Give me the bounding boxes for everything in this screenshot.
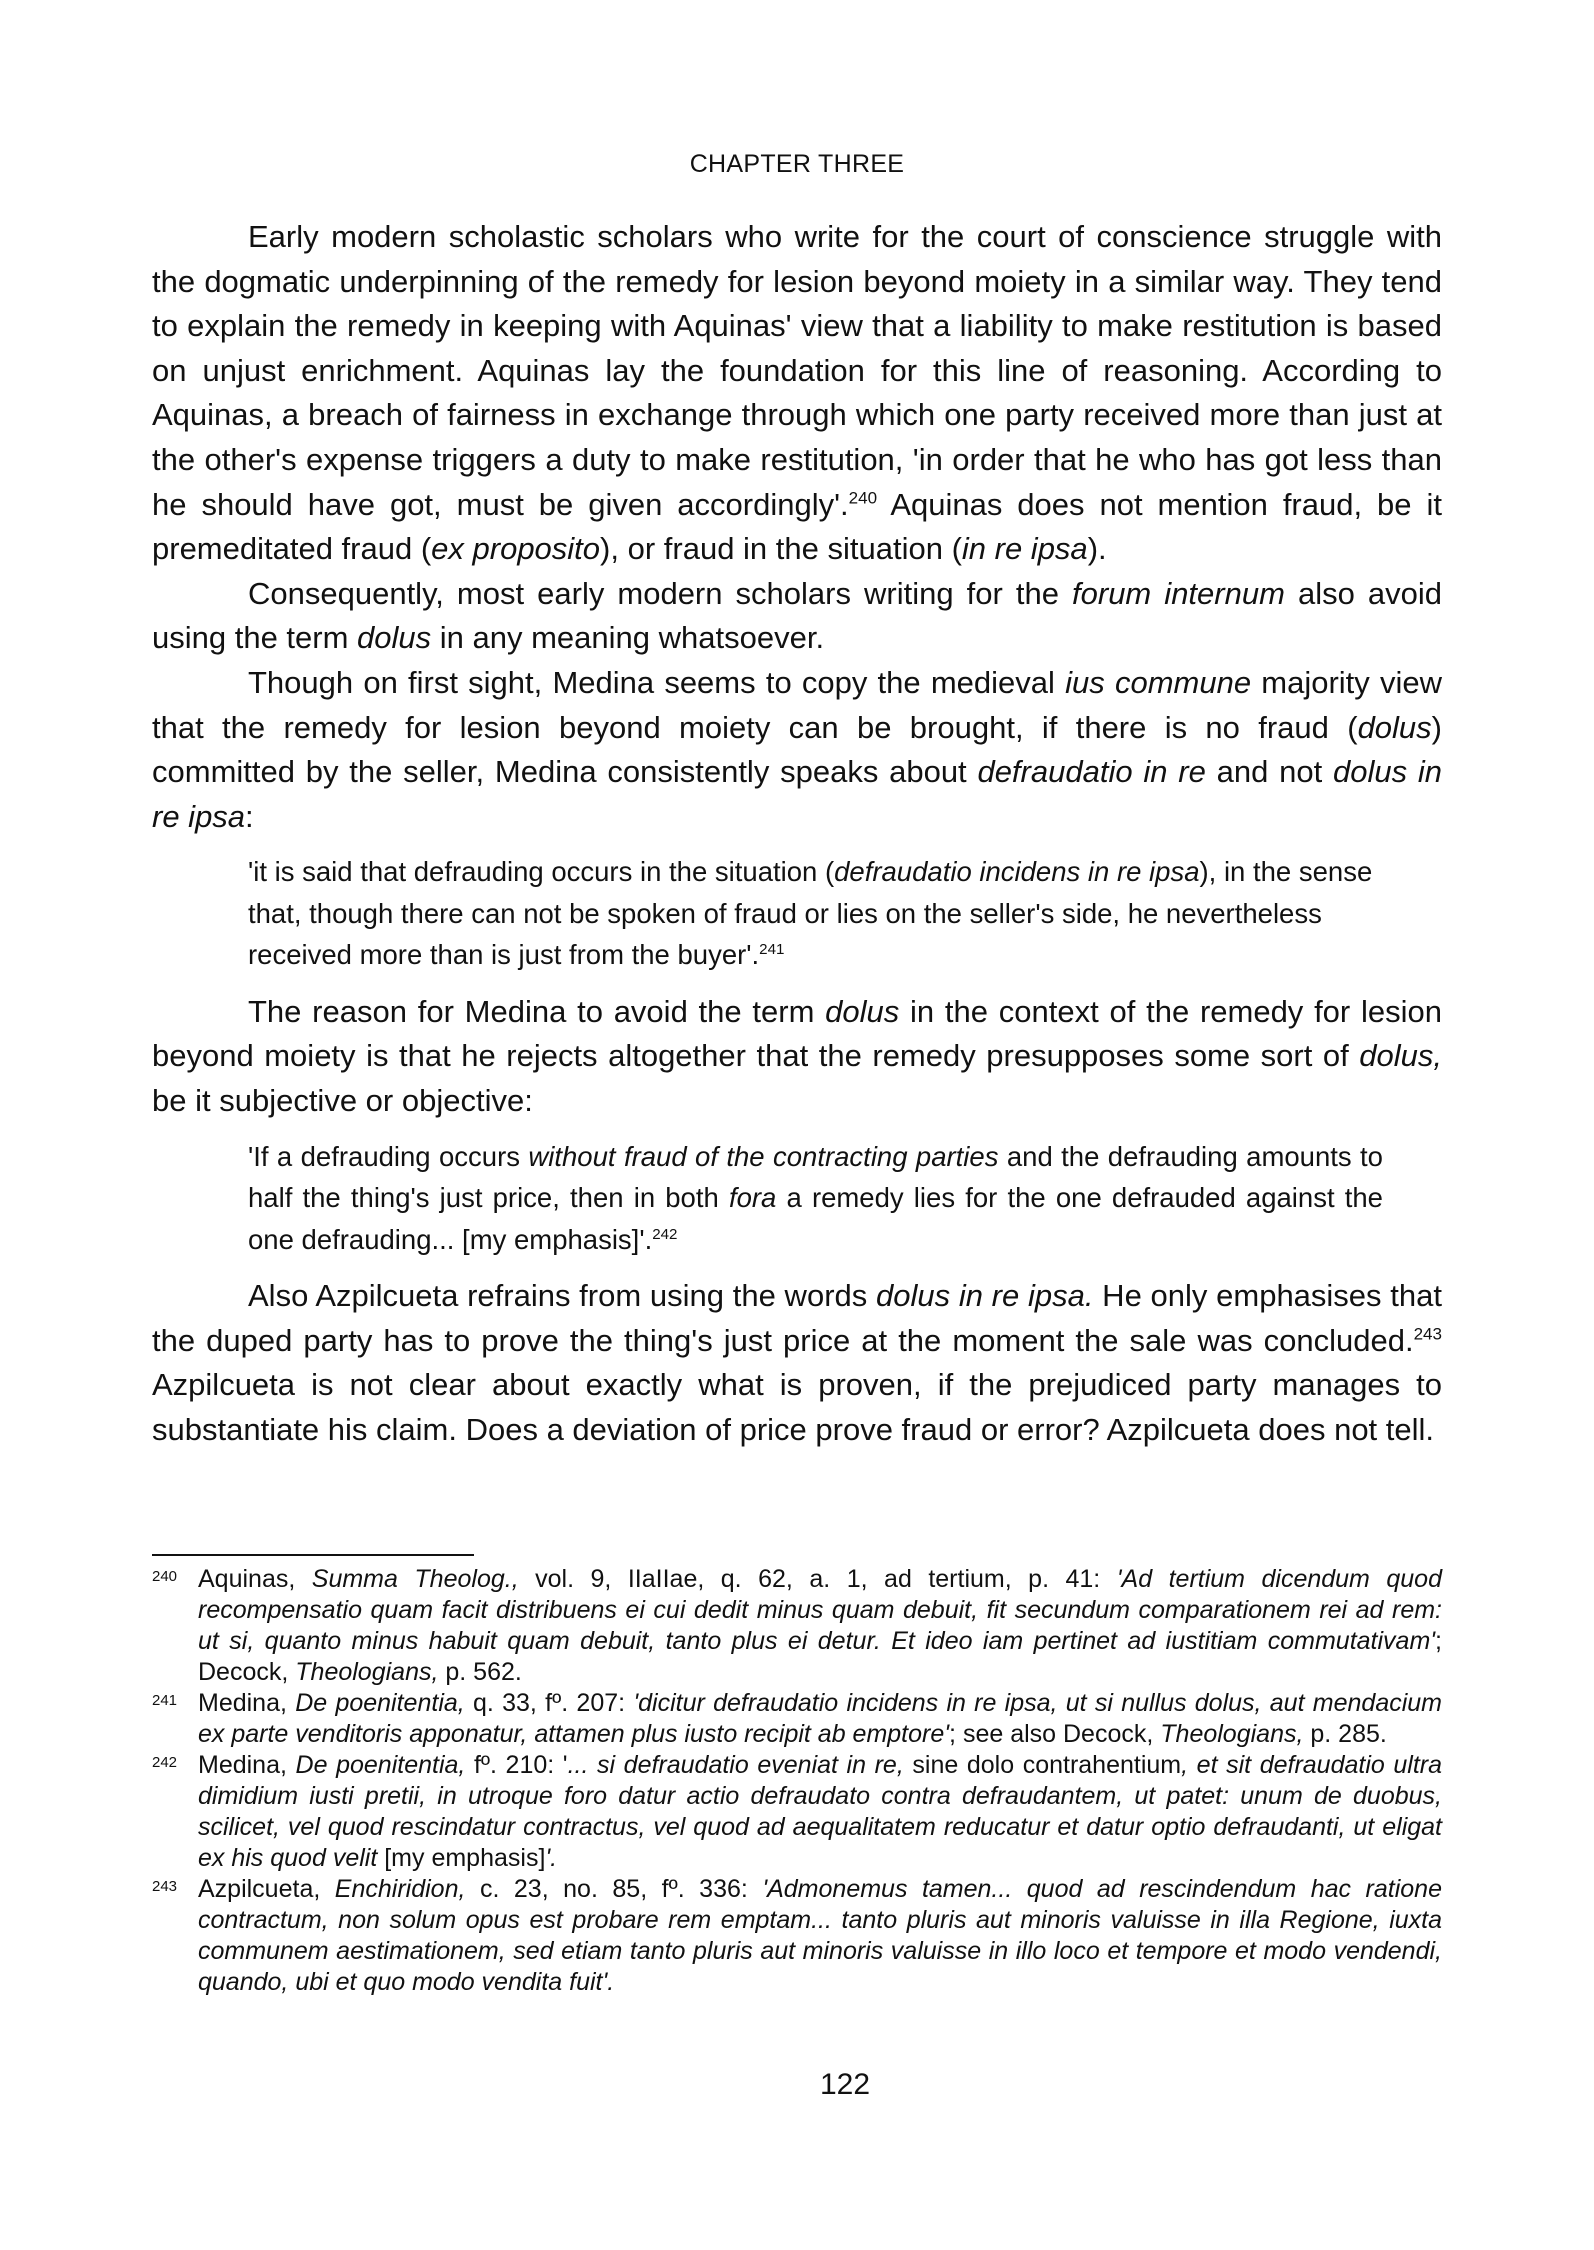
footnote-number: 240 bbox=[152, 1568, 178, 1585]
italic-text: De poenitentia, bbox=[295, 1751, 466, 1779]
text-run: ). bbox=[1087, 531, 1107, 567]
italic-text: Summa Theolog., bbox=[311, 1565, 519, 1593]
italic-text: Enchiridion, bbox=[334, 1875, 466, 1903]
paragraph bbox=[152, 1274, 1442, 1452]
text-run: and not bbox=[1205, 754, 1333, 790]
text-run: in the context of the remedy for lesion beyond moiety is that he rejects altogether that the remedy presupposes some sort of bbox=[152, 993, 1442, 1074]
text-run: c. 23, no. 85, fº. 336: bbox=[465, 1875, 763, 1903]
text-run: Medina, bbox=[198, 1689, 296, 1717]
text-run: [my emphasis] bbox=[377, 1844, 546, 1872]
text-run: in any meaning whatsoever. bbox=[431, 620, 825, 656]
footnote-number: 241 bbox=[152, 1692, 178, 1709]
text-run: Also Azpilcueta refrains from using the words bbox=[248, 1278, 876, 1314]
text-run: ), or fraud in the situation ( bbox=[600, 531, 962, 567]
italic-text: fora bbox=[728, 1182, 777, 1214]
italic-text: Theologians, bbox=[1160, 1720, 1304, 1748]
italic-text: defraudatio incidens in re ipsa bbox=[834, 856, 1200, 888]
footnote-separator bbox=[152, 1554, 474, 1556]
italic-text: dolus, bbox=[1359, 1038, 1442, 1074]
footnote-reference: 241 bbox=[759, 941, 785, 959]
text-run: ) committed by the seller, Medina consistently speaks about bbox=[152, 709, 1442, 790]
page-number: 122 bbox=[819, 2068, 871, 2101]
paragraph bbox=[152, 572, 1442, 661]
footnote-reference: 240 bbox=[848, 488, 878, 508]
text-run: Aquinas, bbox=[198, 1565, 312, 1593]
text-run: p. 285. bbox=[1303, 1720, 1387, 1748]
running-header: CHAPTER THREE bbox=[689, 150, 905, 178]
footnote-reference: 243 bbox=[1413, 1324, 1442, 1344]
footnote bbox=[152, 1564, 1442, 1688]
italic-text: 'Admonemus tamen... quod ad rescindendum hac ratione contractum, non solum opus est probare rem emptam... tanto pluris aut minoris valuisse in illa Regione, iuxta communem aestimationem, sed etiam tanto pluris aut minoris valuisse in illo loco et tempore et modo vendendi, quando, ubi et quo modo vendita fuit'. bbox=[198, 1875, 1442, 1996]
paragraph bbox=[152, 661, 1442, 839]
text-run: Aquinas does not mention fraud, be it premeditated fraud ( bbox=[152, 486, 1442, 567]
text-run: and the defrauding amounts to half the thing's just price, then in both bbox=[248, 1140, 1383, 1214]
italic-text: in re ipsa bbox=[961, 531, 1088, 567]
text-run: The reason for Medina to avoid the term bbox=[248, 993, 826, 1029]
text-run: p. 562. bbox=[438, 1658, 522, 1686]
footnotes bbox=[152, 1564, 1442, 1998]
block-quote bbox=[248, 851, 1383, 976]
text-run: Though on first sight, Medina seems to copy the medieval bbox=[248, 664, 1066, 700]
footnote bbox=[152, 1688, 1442, 1750]
text-run: 'it is said that defrauding occurs in the situation ( bbox=[248, 856, 835, 888]
italic-text: ius commune bbox=[1065, 664, 1252, 700]
text-run: Azpilcueta is not clear about exactly what is proven, if the prejudiced party manages to substantiate his claim. Does a deviation of price prove fraud or error? Azpilcueta does not tell. bbox=[152, 1367, 1442, 1447]
text-run: vol. 9, IIaIIae, q. 62, a. 1, ad tertium, p. 41: bbox=[518, 1565, 1117, 1593]
italic-text: dolus bbox=[357, 620, 432, 656]
text-run: majority view that the remedy for lesion beyond moiety can be brought, if there is no fraud ( bbox=[152, 664, 1442, 745]
paragraph bbox=[152, 215, 1442, 572]
text-run: Azpilcueta, bbox=[198, 1875, 335, 1903]
italic-text: defraudatio in re bbox=[977, 754, 1206, 790]
footnote-reference: 242 bbox=[652, 1225, 678, 1243]
block-quote bbox=[248, 1136, 1383, 1261]
text-run: Consequently, most early modern scholars writing for the bbox=[248, 575, 1073, 611]
italic-text: Theologians, bbox=[295, 1658, 439, 1686]
text-run: ; see also Decock, bbox=[949, 1720, 1161, 1748]
italic-text: '. bbox=[545, 1844, 558, 1872]
text-run: be it subjective or objective: bbox=[152, 1083, 533, 1118]
footnote-number: 242 bbox=[152, 1754, 178, 1771]
footnote-number: 243 bbox=[152, 1878, 178, 1895]
italic-text: dolus in re ipsa bbox=[152, 754, 1442, 834]
text-run: fº. 210: ' bbox=[465, 1751, 568, 1779]
text-run: a remedy lies for the one defrauded against the one defrauding... [my emphasis]'. bbox=[248, 1182, 1383, 1255]
text-run: sine dolo contrahentium bbox=[903, 1751, 1182, 1779]
footnote bbox=[152, 1874, 1442, 1998]
paragraph bbox=[152, 990, 1442, 1124]
italic-text: without fraud of the contracting parties bbox=[528, 1140, 999, 1172]
footnote bbox=[152, 1750, 1442, 1874]
text-run: q. 33, fº. 207: bbox=[464, 1689, 634, 1717]
italic-text: dolus bbox=[825, 993, 900, 1029]
italic-text: forum internum bbox=[1072, 575, 1285, 611]
text-run: ), in the sense that, though there can not be spoken of fraud or lies on the seller's side, he nevertheless received more than is just from the buyer'. bbox=[248, 856, 1373, 971]
italic-text: ... si defraudatio eveniat in re, bbox=[567, 1751, 904, 1779]
text-run: Medina, bbox=[198, 1751, 296, 1779]
italic-text: , et sit defraudatio ultra dimidium iusti pretii, in utroque foro datur actio defraudato contra defraudantem, ut patet: unum de duobus, scilicet, vel quod rescindatur contractus, vel quod ad aequalitatem reducatur et datur optio defraudanti, ut eligat ex his quod velit bbox=[198, 1751, 1443, 1872]
text-run: He only emphasises that the duped party has to prove the thing's just price at the moment the sale was concluded. bbox=[152, 1278, 1442, 1358]
text-run: also avoid using the term bbox=[152, 575, 1442, 656]
text-run: ; Decock, bbox=[198, 1627, 1442, 1686]
body-text bbox=[152, 215, 1442, 1452]
italic-text: 'Ad tertium dicendum quod recompensatio quam facit distribuens ei cui dedit minus quam debuit, fit secundum comparationem rei ad rem: ut si, quanto minus habuit quam debuit, tanto plus ei detur. Et ideo iam pertinet ad iustitiam commutativam' bbox=[198, 1565, 1442, 1655]
text-run: Early modern scholastic scholars who write for the court of conscience struggle with the dogmatic underpinning of the remedy for lesion beyond moiety in a similar way. They tend to explain the remedy in keeping with Aquinas' view that a liability to make restitution is based on unjust enrichment. Aquinas lay the foundation for this line of reasoning. According to Aquinas, a breach of fairness in exchange through which one party received more than just at the other's expense triggers a duty to make restitution, 'in order that he who has got less than he should have got, must be given accordingly'. bbox=[152, 219, 1442, 522]
italic-text: dolus bbox=[1357, 709, 1432, 745]
italic-text: 'dicitur defraudatio incidens in re ipsa, ut si nullus dolus, aut mendacium ex parte venditoris apponatur, attamen plus iusto recipit ab emptore' bbox=[198, 1689, 1443, 1748]
text-run: : bbox=[245, 798, 254, 834]
italic-text: dolus in re ipsa. bbox=[875, 1278, 1094, 1314]
italic-text: De poenitentia, bbox=[295, 1689, 465, 1717]
text-run: 'If a defrauding occurs bbox=[248, 1140, 529, 1172]
italic-text: ex proposito bbox=[431, 531, 601, 567]
